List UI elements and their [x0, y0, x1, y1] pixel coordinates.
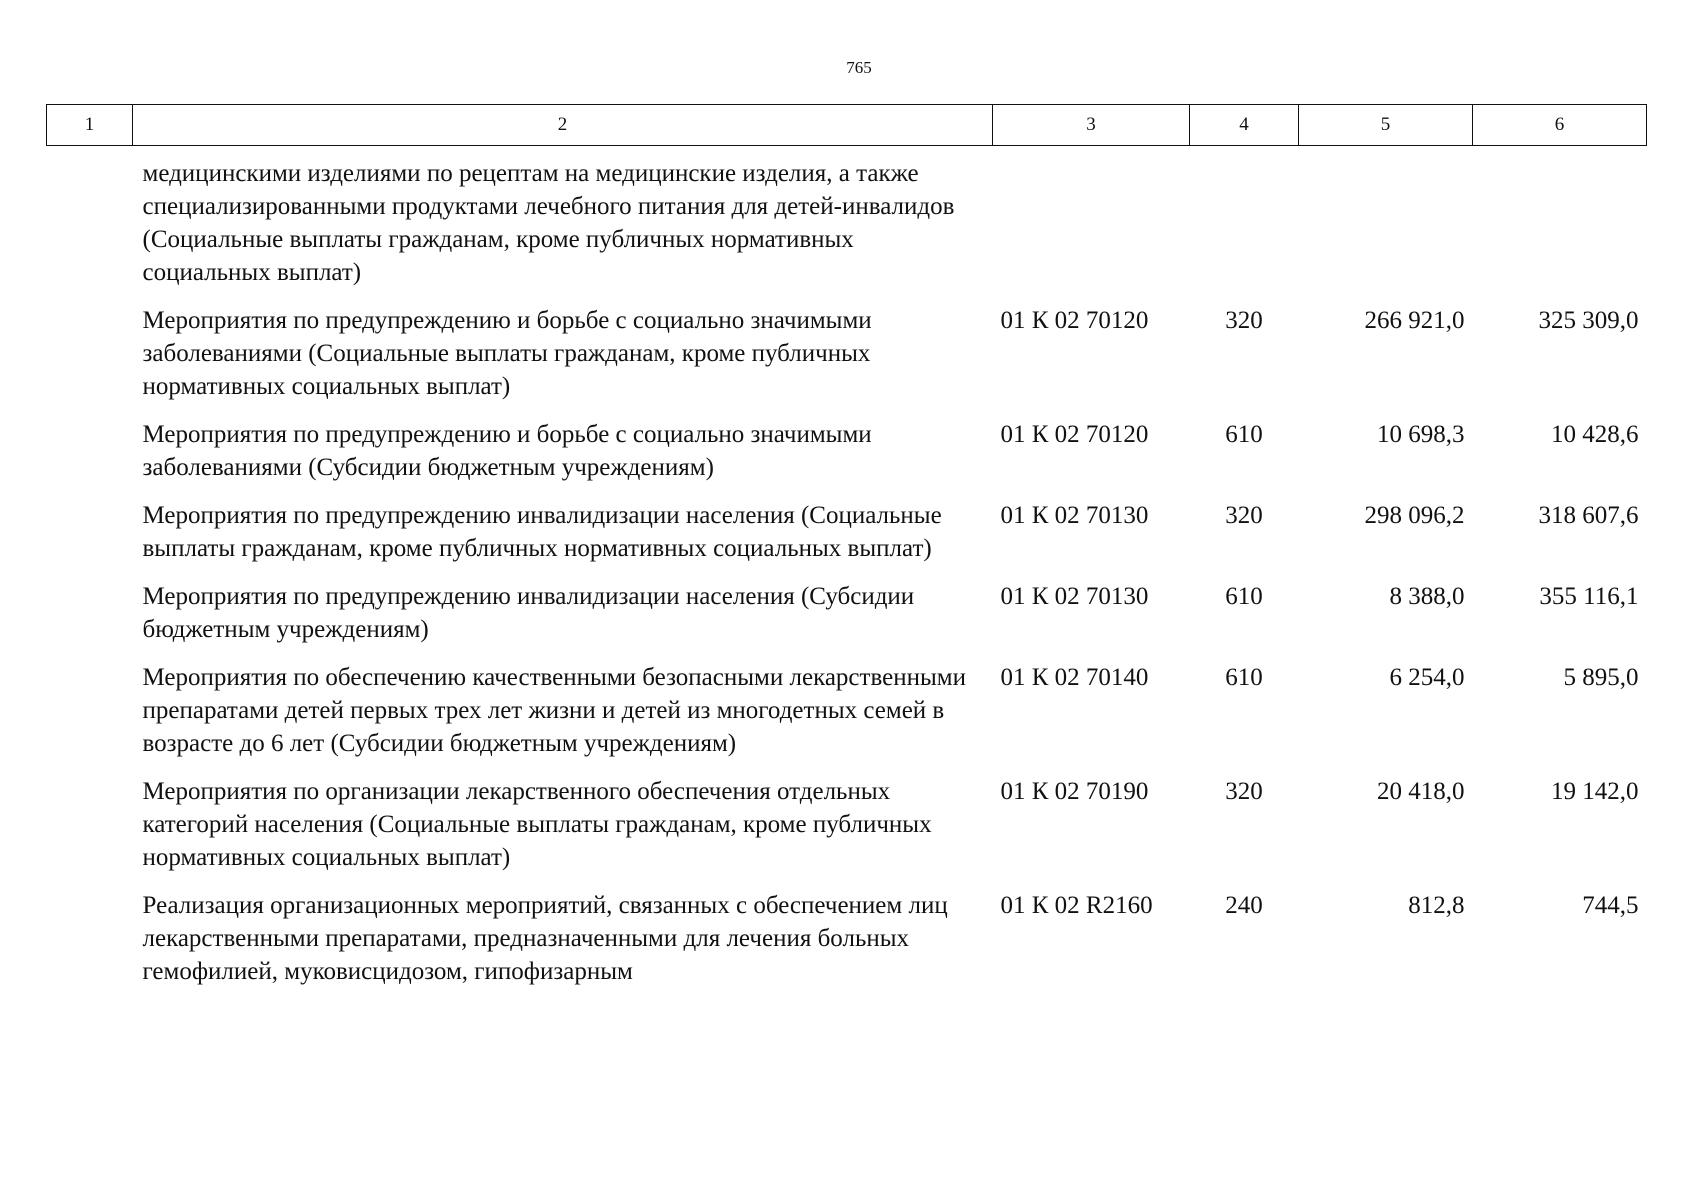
row-expense-type: 320 — [1225, 502, 1263, 529]
column-header-4: 4 — [1190, 105, 1299, 146]
row-description: Мероприятия по предупреждению и борьбе с социально значимыми заболеваниями (Социальные выплаты гражданам, кроме публичных нормативных социальных выплат) — [142, 307, 872, 400]
column-header-5: 5 — [1299, 105, 1473, 146]
row-value-6: 5 895,0 — [1563, 664, 1639, 691]
row-target-code: 01 К 02 R2160 — [1000, 892, 1153, 919]
row-description: Мероприятия по организации лекарственного обеспечения отдельных категорий населения (Социальные выплаты гражданам, кроме публичных нормативных социальных выплат) — [142, 778, 932, 871]
row-target-code: 01 К 02 70120 — [1000, 307, 1149, 334]
row-value-6 — [1473, 146, 1647, 305]
row-description: Реализация организационных мероприятий, связанных с обеспечением лиц лекарственными препаратами, предназначенными для лечения больных гемофилией, муковисцидозом, гипофизарным — [142, 892, 948, 985]
table-row — [47, 580, 1647, 661]
column-header-2: 2 — [133, 105, 993, 146]
row-value-5: 298 096,2 — [1364, 502, 1465, 529]
table-row — [47, 889, 1647, 1003]
budget-table — [46, 104, 1647, 1003]
row-value-5: 10 698,3 — [1377, 421, 1465, 448]
column-header-6: 6 — [1473, 105, 1647, 146]
table-body — [47, 146, 1647, 1004]
row-value-6: 19 142,0 — [1551, 778, 1639, 805]
row-value-5 — [1299, 146, 1473, 305]
table-row — [47, 146, 1647, 305]
row-target-code: 01 К 02 70190 — [1000, 778, 1149, 805]
row-description: Мероприятия по предупреждению инвалидизации населения (Субсидии бюджетным учреждениям) — [142, 583, 915, 643]
row-expense-type: 240 — [1225, 892, 1263, 919]
row-description: Мероприятия по обеспечению качественными безопасными лекарственными препаратами детей первых трех лет жизни и детей из многодетных семей в возрасте до 6 лет (Субсидии бюджетным учреждениям) — [142, 664, 966, 757]
column-header-1: 1 — [47, 105, 133, 146]
row-description: медицинскими изделиями по рецептам на медицинские изделия, а также специализированными продуктами лечебного питания для детей-инвалидов (Социальные выплаты гражданам, кроме публичных нормативных социальных выплат) — [142, 160, 955, 286]
row-target-code: 01 К 02 70130 — [1000, 583, 1149, 610]
row-description: Мероприятия по предупреждению и борьбе с социально значимыми заболеваниями (Субсидии бюджетным учреждениям) — [142, 421, 872, 481]
row-value-5: 20 418,0 — [1377, 778, 1465, 805]
table-row — [47, 499, 1647, 580]
row-value-6: 10 428,6 — [1551, 421, 1639, 448]
row-target-code — [993, 146, 1190, 305]
row-value-5: 266 921,0 — [1364, 307, 1465, 334]
table-row — [47, 775, 1647, 889]
row-target-code: 01 К 02 70130 — [1000, 502, 1149, 529]
table-header — [47, 105, 1647, 146]
row-target-code: 01 К 02 70140 — [1000, 664, 1149, 691]
row-expense-type — [1190, 146, 1299, 305]
table-row — [47, 304, 1647, 418]
page-number: 765 — [846, 58, 872, 77]
row-value-6: 325 309,0 — [1538, 307, 1639, 334]
table-row — [47, 661, 1647, 775]
row-expense-type: 610 — [1225, 583, 1263, 610]
header-row — [47, 105, 1647, 146]
row-expense-type: 610 — [1225, 421, 1263, 448]
row-expense-type: 320 — [1225, 307, 1263, 334]
row-expense-type: 610 — [1225, 664, 1263, 691]
row-description: Мероприятия по предупреждению инвалидизации населения (Социальные выплаты гражданам, кроме публичных нормативных социальных выплат) — [142, 502, 942, 562]
table-row — [47, 418, 1647, 499]
row-value-5: 8 388,0 — [1389, 583, 1465, 610]
row-value-5: 6 254,0 — [1389, 664, 1465, 691]
row-value-6: 355 116,1 — [1539, 583, 1639, 610]
row-value-6: 318 607,6 — [1538, 502, 1639, 529]
row-value-6: 744,5 — [1582, 892, 1639, 919]
row-value-5: 812,8 — [1408, 892, 1465, 919]
row-expense-type: 320 — [1225, 778, 1263, 805]
column-header-3: 3 — [993, 105, 1190, 146]
row-target-code: 01 К 02 70120 — [1000, 421, 1149, 448]
